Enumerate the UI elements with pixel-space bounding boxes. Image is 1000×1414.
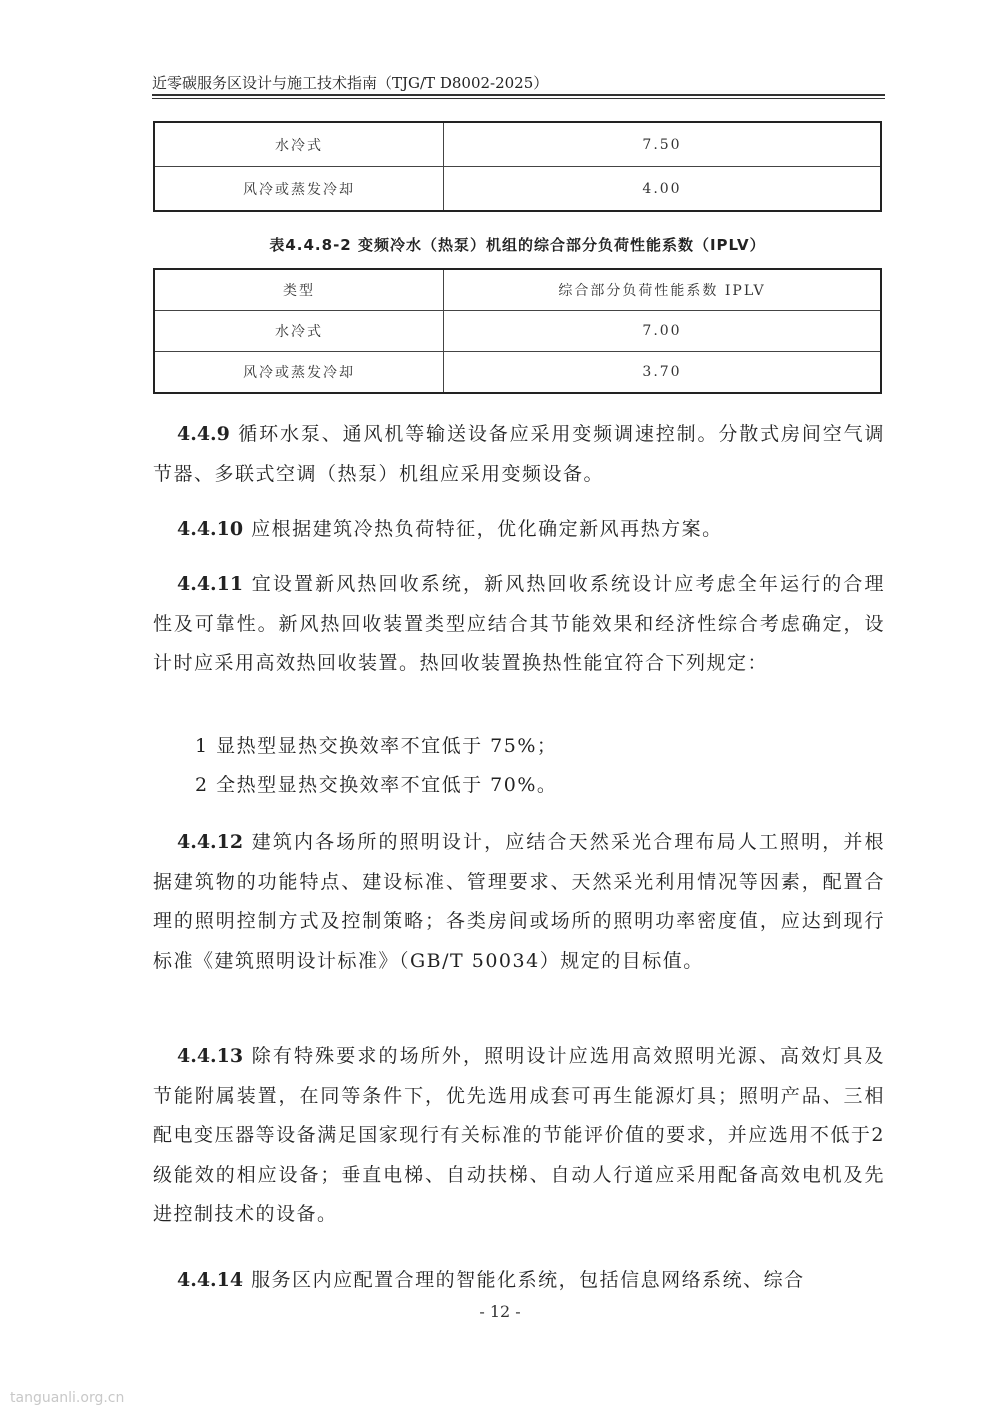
table-row — [154, 352, 881, 394]
clause-number: 4.4.12 — [177, 831, 244, 853]
table-caption: 表4.4.8-2 变频冷水（热泵）机组的综合部分负荷性能系数（IPLV） — [269, 236, 766, 254]
clause-4-4-9 — [153, 415, 885, 494]
clause-number: 4.4.14 — [177, 1269, 244, 1291]
header-rule — [152, 94, 885, 96]
clause-text: 宜设置新风热回收系统，新风热回收系统设计应考虑全年运行的合理性及可靠性。新风热回收装置类型应结合其节能效果和经济性综合考虑确定，设计时应采用高效热回收装置。热回收装置换热性能宜符合下列规定： — [153, 573, 885, 674]
table-cell: 7.00 — [444, 311, 882, 352]
table-cell: 水冷式 — [154, 122, 444, 167]
table-row — [154, 311, 881, 352]
table-cell: 水冷式 — [154, 311, 444, 352]
clause-4-4-12 — [153, 823, 885, 981]
clause-text: 应根据建筑冷热负荷特征，优化确定新风再热方案。 — [251, 518, 723, 540]
clause-4-4-13 — [153, 1037, 885, 1235]
list-item: 1 显热型显热交换效率不宜低于 75%； — [195, 735, 558, 757]
table-cell: 风冷或蒸发冷却 — [154, 352, 444, 394]
clause-text: 循环水泵、通风机等输送设备应采用变频调速控制。分散式房间空气调节器、多联式空调（热泵）机组应采用变频设备。 — [153, 423, 885, 485]
table-cell: 3.70 — [444, 352, 882, 394]
page-number: - 12 - — [479, 1302, 521, 1321]
table-4-4-8-1-continued — [153, 121, 882, 212]
clause-text: 服务区内应配置合理的智能化系统，包括信息网络系统、综合 — [251, 1269, 805, 1291]
table-row — [154, 167, 881, 212]
header-rule-thin — [152, 98, 885, 99]
clause-number: 4.4.13 — [177, 1045, 244, 1067]
clause-4-4-10 — [153, 510, 885, 550]
watermark: tanguanli.org.cn — [10, 1390, 125, 1406]
clause-4-4-14 — [153, 1261, 885, 1301]
clause-number: 4.4.11 — [177, 573, 244, 595]
running-header: 近零碳服务区设计与施工技术指南（TJG/T D8002-2025） — [152, 74, 549, 92]
table-cell: 4.00 — [444, 167, 882, 212]
table-header-cell: 综合部分负荷性能系数 IPLV — [444, 269, 882, 311]
clause-text: 建筑内各场所的照明设计，应结合天然采光合理布局人工照明，并根据建筑物的功能特点、建设标准、管理要求、天然采光利用情况等因素，配置合理的照明控制方式及控制策略；各类房间或场所的照明功率密度值，应达到现行标准《建筑照明设计标准》（GB/T 50034）规定的目标值。 — [153, 831, 885, 972]
table-cell: 风冷或蒸发冷却 — [154, 167, 444, 212]
clause-number: 4.4.9 — [177, 423, 230, 445]
clause-4-4-11 — [153, 565, 885, 684]
table-4-4-8-2 — [153, 268, 882, 394]
clause-text: 除有特殊要求的场所外，照明设计应选用高效照明光源、高效灯具及节能附属装置，在同等条件下，优先选用成套可再生能源灯具；照明产品、三相配电变压器等设备满足国家现行有关标准的节能评价值的要求，并应选用不低于2级能效的相应设备；垂直电梯、自动扶梯、自动人行道应采用配备高效电机及先进控制技术的设备。 — [153, 1045, 885, 1225]
list-item: 2 全热型显热交换效率不宜低于 70%。 — [195, 774, 558, 796]
table-header-cell: 类型 — [154, 269, 444, 311]
clause-number: 4.4.10 — [177, 518, 244, 540]
table-cell: 7.50 — [444, 122, 882, 167]
table-row — [154, 122, 881, 167]
table-header-row — [154, 269, 881, 311]
